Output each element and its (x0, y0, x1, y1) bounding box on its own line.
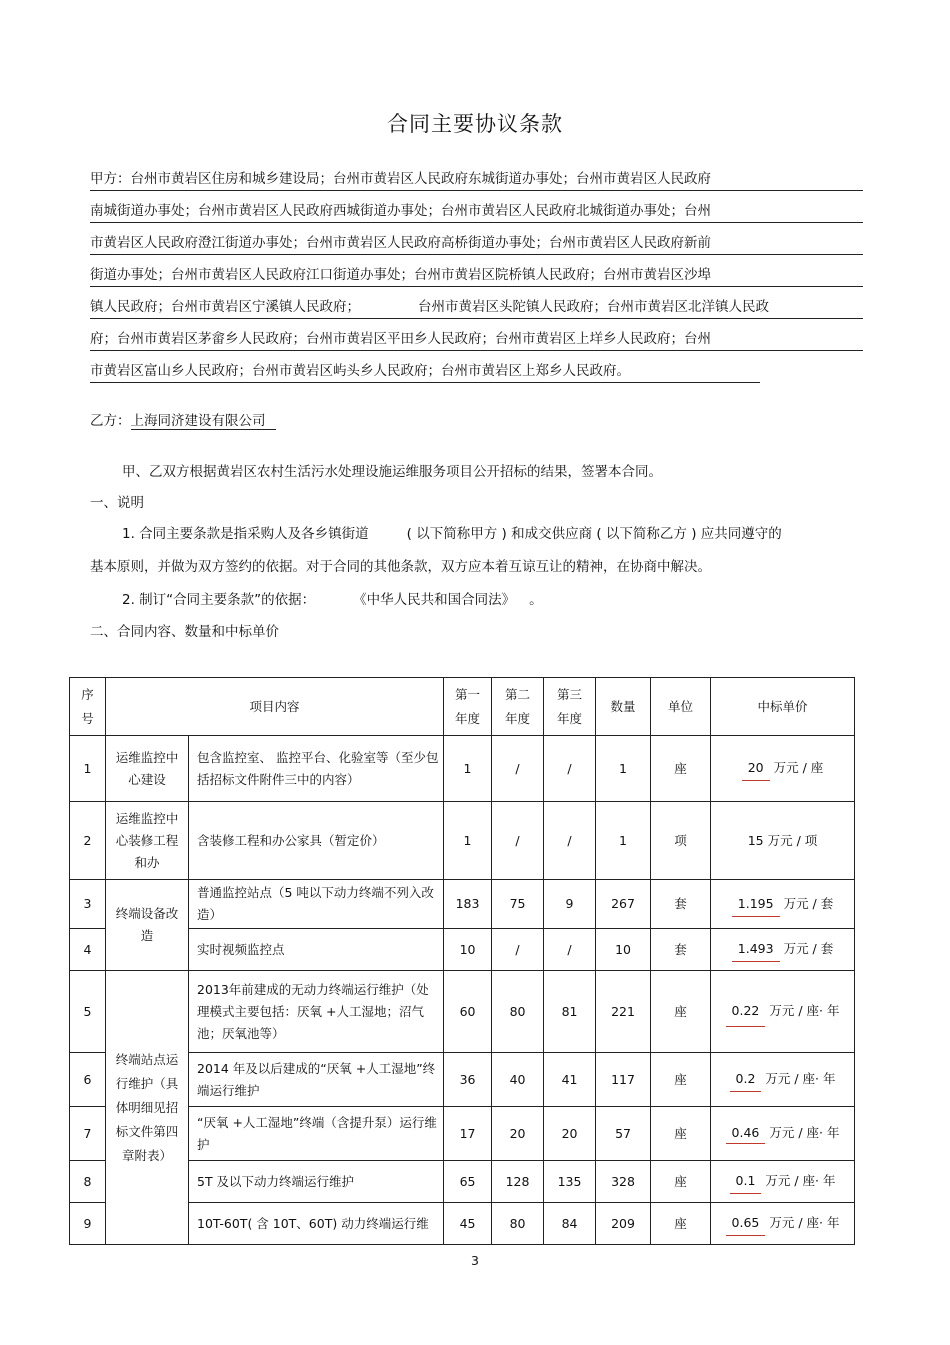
row-no: 8 (70, 1161, 106, 1203)
row-y3: 135 (544, 1161, 596, 1203)
row-unit: 座 (651, 1161, 711, 1203)
row-y2: / (492, 736, 544, 802)
row-y3: 84 (544, 1203, 596, 1245)
row-price (711, 1053, 855, 1107)
price-value: 1.493 (732, 937, 780, 962)
party-b (90, 410, 276, 432)
p2-period: 。 (529, 592, 543, 608)
price-value: 0.2 (730, 1067, 762, 1092)
row-no: 6 (70, 1053, 106, 1107)
contract-items-table (69, 677, 855, 1245)
row-desc: 实时视频监控点 (189, 929, 444, 971)
header-price: 中标单价 (711, 678, 855, 736)
row-price (711, 1203, 855, 1245)
price-unit: 万元 / 座· 年 (765, 1071, 836, 1086)
section-1-p1-line1 (122, 523, 782, 545)
row-price (711, 929, 855, 971)
row-y2: 80 (492, 1203, 544, 1245)
row-y1: 36 (444, 1053, 492, 1107)
row-y1: 17 (444, 1107, 492, 1161)
row-desc: “厌氧 +人工湿地”终端（含提升泵）运行维护 (189, 1107, 444, 1161)
row-y1: 65 (444, 1161, 492, 1203)
p2-law-name: 《中华人民共和国合同法》 (353, 592, 516, 608)
row-unit: 座 (651, 1203, 711, 1245)
price-value: 0.1 (730, 1169, 762, 1194)
row-no: 1 (70, 736, 106, 802)
row-qty: 267 (596, 880, 651, 929)
section-1-p2 (122, 589, 543, 611)
row-y1: 183 (444, 880, 492, 929)
section-1-heading: 一、说明 (90, 495, 144, 511)
party-a-line-5b: 台州市黄岩区头陀镇人民政府；台州市黄岩区北洋镇人民政 (418, 299, 769, 315)
party-a-line-4: 街道办事处；台州市黄岩区人民政府江口街道办事处；台州市黄岩区院桥镇人民政府；台州市黄岩区沙埠 (90, 264, 863, 287)
price-unit: 万元 / 座· 年 (769, 1125, 840, 1140)
row-y3: 81 (544, 971, 596, 1053)
row-y1: 1 (444, 802, 492, 880)
row-qty: 1 (596, 736, 651, 802)
row-price (711, 1161, 855, 1203)
header-year-2: 第二 年度 (492, 678, 544, 736)
row-y3: 20 (544, 1107, 596, 1161)
row-no: 4 (70, 929, 106, 971)
row-unit: 座 (651, 971, 711, 1053)
header-year-3: 第三 年度 (544, 678, 596, 736)
header-qty: 数量 (596, 678, 651, 736)
party-a-line-6: 府；台州市黄岩区茅畲乡人民政府；台州市黄岩区平田乡人民政府；台州市黄岩区上垟乡人民政府；台州 (90, 328, 863, 351)
intro-paragraph: 甲、乙双方根据黄岩区农村生活污水处理设施运维服务项目公开招标的结果，签署本合同。 (122, 464, 662, 480)
row-y3: 9 (544, 880, 596, 929)
party-a-line-5 (90, 296, 863, 319)
row-unit: 座 (651, 736, 711, 802)
price-unit: 万元 / 座 (773, 760, 824, 775)
row-y2: 20 (492, 1107, 544, 1161)
party-a-line-2: 南城街道办事处；台州市黄岩区人民政府西城街道办事处；台州市黄岩区人民政府北城街道办事处；台州 (90, 200, 863, 223)
row-qty: 328 (596, 1161, 651, 1203)
row-price: 15 万元 / 项 (711, 802, 855, 880)
row-no: 9 (70, 1203, 106, 1245)
row-y1: 10 (444, 929, 492, 971)
table-row (70, 971, 855, 1053)
row-no: 2 (70, 802, 106, 880)
row-y2: 128 (492, 1161, 544, 1203)
row-y3: / (544, 929, 596, 971)
row-y1: 1 (444, 736, 492, 802)
p1-part-a: 1. 合同主要条款是指采购人及各乡镇街道 (122, 526, 369, 542)
party-a-line-3: 市黄岩区人民政府澄江街道办事处；台州市黄岩区人民政府高桥街道办事处；台州市黄岩区人民政府新前 (90, 232, 863, 255)
row-unit: 项 (651, 802, 711, 880)
row-y3: / (544, 736, 596, 802)
price-unit: 万元 / 座· 年 (769, 1215, 840, 1230)
party-a-line-7: 市黄岩区富山乡人民政府；台州市黄岩区屿头乡人民政府；台州市黄岩区上郑乡人民政府。 (90, 360, 760, 383)
row-desc: 2013年前建成的无动力终端运行维护（处理模式主要包括：厌氧 +人工湿地；沼气池；厌氧池等） (189, 971, 444, 1053)
price-unit: 万元 / 座· 年 (765, 1173, 836, 1188)
row-y2: 80 (492, 971, 544, 1053)
header-content: 项目内容 (106, 678, 444, 736)
price-unit: 万元 / 套 (783, 941, 834, 956)
price-value: 0.46 (726, 1123, 766, 1144)
section-1-p1-line2: 基本原则，并做为双方签约的依据。对于合同的其他条款，双方应本着互谅互让的精神，在协商中解决。 (90, 559, 711, 575)
price-value: 20 (742, 756, 770, 781)
row-qty: 221 (596, 971, 651, 1053)
row-qty: 57 (596, 1107, 651, 1161)
group-label: 运维监控中心建设 (106, 736, 189, 802)
row-y2: 40 (492, 1053, 544, 1107)
group-label: 运维监控中心装修工程和办 (106, 802, 189, 880)
row-price (711, 736, 855, 802)
row-price (711, 880, 855, 929)
party-a-line-5a: 镇人民政府；台州市黄岩区宁溪镇人民政府； (90, 299, 360, 315)
price-value: 1.195 (732, 892, 780, 917)
party-a-line-1: 甲方：台州市黄岩区住房和城乡建设局；台州市黄岩区人民政府东城街道办事处；台州市黄岩区人民政府 (90, 168, 863, 191)
header-year-1: 第一 年度 (444, 678, 492, 736)
row-y1: 60 (444, 971, 492, 1053)
p2-part-a: 2. 制订“合同主要条款”的依据： (122, 592, 316, 608)
header-unit: 单位 (651, 678, 711, 736)
row-qty: 209 (596, 1203, 651, 1245)
party-b-name: 上海同济建设有限公司 (131, 413, 276, 430)
price-unit: 万元 / 套 (783, 895, 834, 911)
row-y2: 75 (492, 880, 544, 929)
row-no: 3 (70, 880, 106, 929)
page-number: 3 (471, 1253, 479, 1268)
row-desc: 含装修工程和办公家具（暂定价） (189, 802, 444, 880)
row-unit: 座 (651, 1107, 711, 1161)
header-seq: 序 号 (70, 678, 106, 736)
table-row (70, 802, 855, 880)
row-no: 7 (70, 1107, 106, 1161)
price-unit: 万元 / 座· 年 (769, 1003, 840, 1018)
row-qty: 10 (596, 929, 651, 971)
group-label: 终端站点运行维护（具体明细见招标文件第四章附表） (106, 971, 189, 1245)
row-unit: 套 (651, 929, 711, 971)
row-unit: 座 (651, 1053, 711, 1107)
row-desc: 包含监控室、 监控平台、化验室等（至少包括招标文件附件三中的内容） (189, 736, 444, 802)
row-desc: 10T-60T( 含 10T、60T) 动力终端运行维 (189, 1203, 444, 1245)
row-y3: 41 (544, 1053, 596, 1107)
table-row (70, 880, 855, 929)
party-b-label: 乙方： (90, 413, 131, 429)
row-desc: 2014 年及以后建成的“厌氧 +人工湿地”终端运行维护 (189, 1053, 444, 1107)
p1-part-b: ( 以下简称甲方 ) 和成交供应商 ( 以下简称乙方 ) 应共同遵守的 (406, 526, 782, 542)
row-y1: 45 (444, 1203, 492, 1245)
row-qty: 117 (596, 1053, 651, 1107)
table-row (70, 736, 855, 802)
price-value: 0.22 (726, 996, 766, 1027)
row-desc: 普通监控站点（5 吨以下动力终端不列入改造） (189, 880, 444, 929)
row-desc: 5T 及以下动力终端运行维护 (189, 1161, 444, 1203)
row-y2: / (492, 929, 544, 971)
price-value: 0.65 (726, 1211, 766, 1236)
group-label: 终端设备改造 (106, 880, 189, 971)
row-qty: 1 (596, 802, 651, 880)
row-y3: / (544, 802, 596, 880)
row-unit: 套 (651, 880, 711, 929)
page-title: 合同主要协议条款 (387, 112, 563, 136)
row-price (711, 1107, 855, 1161)
row-price (711, 971, 855, 1053)
section-2-heading: 二、合同内容、数量和中标单价 (90, 624, 279, 640)
table-header-row (70, 678, 855, 736)
row-no: 5 (70, 971, 106, 1053)
row-y2: / (492, 802, 544, 880)
